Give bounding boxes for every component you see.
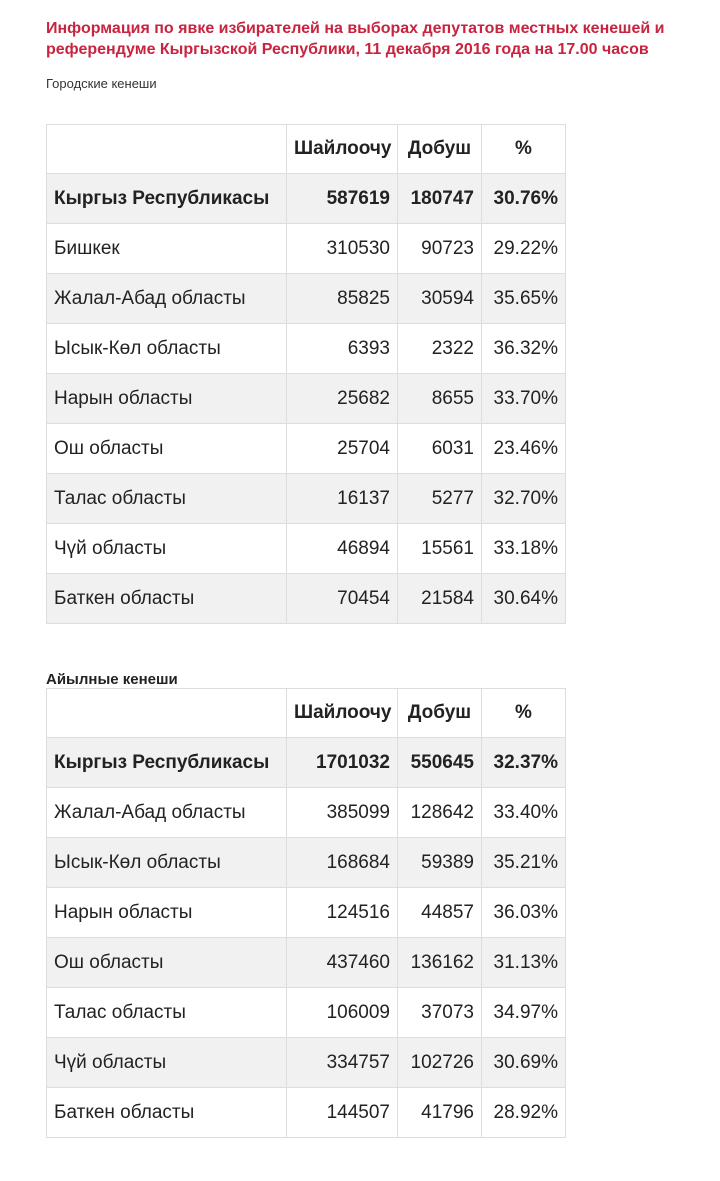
region-cell: Жалал-Абад областы — [47, 788, 287, 838]
table-row — [47, 374, 566, 424]
percent-cell: 28.92% — [482, 1088, 566, 1138]
voters-cell: 587619 — [287, 174, 398, 224]
table-row — [47, 938, 566, 988]
city-turnout-table — [46, 124, 566, 624]
column-header: % — [482, 125, 566, 174]
percent-cell: 30.76% — [482, 174, 566, 224]
voters-cell: 385099 — [287, 788, 398, 838]
voters-cell: 25682 — [287, 374, 398, 424]
region-cell: Баткен областы — [47, 574, 287, 624]
votes-cell: 37073 — [398, 988, 482, 1038]
voters-cell: 1701032 — [287, 738, 398, 788]
percent-cell: 29.22% — [482, 224, 566, 274]
city-section-label: Городские кенеши — [46, 76, 157, 91]
region-cell: Чүй областы — [47, 524, 287, 574]
region-cell: Талас областы — [47, 988, 287, 1038]
voters-cell: 16137 — [287, 474, 398, 524]
total-row — [47, 738, 566, 788]
region-cell: Ысык-Көл областы — [47, 324, 287, 374]
voters-cell: 46894 — [287, 524, 398, 574]
votes-cell: 2322 — [398, 324, 482, 374]
votes-cell: 128642 — [398, 788, 482, 838]
region-cell: Нарын областы — [47, 888, 287, 938]
votes-cell: 550645 — [398, 738, 482, 788]
percent-cell: 23.46% — [482, 424, 566, 474]
voters-cell: 310530 — [287, 224, 398, 274]
table-row — [47, 224, 566, 274]
votes-cell: 102726 — [398, 1038, 482, 1088]
votes-cell: 44857 — [398, 888, 482, 938]
region-cell: Ысык-Көл областы — [47, 838, 287, 888]
votes-cell: 59389 — [398, 838, 482, 888]
table-row — [47, 838, 566, 888]
voters-cell: 144507 — [287, 1088, 398, 1138]
percent-cell: 36.32% — [482, 324, 566, 374]
table-row — [47, 1038, 566, 1088]
percent-cell: 33.18% — [482, 524, 566, 574]
region-cell: Чүй областы — [47, 1038, 287, 1088]
votes-cell: 8655 — [398, 374, 482, 424]
header-row — [47, 689, 566, 738]
column-header: Шайлоочу — [287, 689, 398, 738]
column-header: Шайлоочу — [287, 125, 398, 174]
votes-cell: 136162 — [398, 938, 482, 988]
voters-cell: 334757 — [287, 1038, 398, 1088]
column-header: Добуш — [398, 689, 482, 738]
header-row — [47, 125, 566, 174]
percent-cell: 36.03% — [482, 888, 566, 938]
votes-cell: 5277 — [398, 474, 482, 524]
region-cell: Талас областы — [47, 474, 287, 524]
voters-cell: 85825 — [287, 274, 398, 324]
votes-cell: 41796 — [398, 1088, 482, 1138]
region-cell: Кыргыз Республикасы — [47, 738, 287, 788]
table-row — [47, 1088, 566, 1138]
voters-cell: 70454 — [287, 574, 398, 624]
total-row — [47, 174, 566, 224]
column-header — [47, 125, 287, 174]
percent-cell: 31.13% — [482, 938, 566, 988]
table-row — [47, 424, 566, 474]
table-row — [47, 274, 566, 324]
percent-cell: 35.21% — [482, 838, 566, 888]
region-cell: Жалал-Абад областы — [47, 274, 287, 324]
percent-cell: 32.70% — [482, 474, 566, 524]
percent-cell: 34.97% — [482, 988, 566, 1038]
table-row — [47, 888, 566, 938]
table-row — [47, 324, 566, 374]
region-cell: Ош областы — [47, 424, 287, 474]
percent-cell: 33.70% — [482, 374, 566, 424]
table-row — [47, 574, 566, 624]
percent-cell: 33.40% — [482, 788, 566, 838]
table-row — [47, 524, 566, 574]
votes-cell: 90723 — [398, 224, 482, 274]
votes-cell: 21584 — [398, 574, 482, 624]
page-title: Информация по явке избирателей на выборах депутатов местных кенешей и референдуме Кыргызской Республики, 11 декабря 2016 года на 17.00 часов — [46, 20, 665, 58]
column-header: % — [482, 689, 566, 738]
rural-turnout-table — [46, 688, 566, 1138]
voters-cell: 124516 — [287, 888, 398, 938]
column-header: Добуш — [398, 125, 482, 174]
table-row — [47, 788, 566, 838]
rural-section-label: Айылные кенеши — [46, 671, 178, 688]
region-cell: Баткен областы — [47, 1088, 287, 1138]
percent-cell: 30.69% — [482, 1038, 566, 1088]
table-row — [47, 988, 566, 1038]
percent-cell: 30.64% — [482, 574, 566, 624]
percent-cell: 35.65% — [482, 274, 566, 324]
voters-cell: 437460 — [287, 938, 398, 988]
region-cell: Ош областы — [47, 938, 287, 988]
table-row — [47, 474, 566, 524]
percent-cell: 32.37% — [482, 738, 566, 788]
column-header — [47, 689, 287, 738]
voters-cell: 106009 — [287, 988, 398, 1038]
voters-cell: 168684 — [287, 838, 398, 888]
votes-cell: 15561 — [398, 524, 482, 574]
region-cell: Нарын областы — [47, 374, 287, 424]
region-cell: Кыргыз Республикасы — [47, 174, 287, 224]
voters-cell: 6393 — [287, 324, 398, 374]
votes-cell: 30594 — [398, 274, 482, 324]
votes-cell: 6031 — [398, 424, 482, 474]
voters-cell: 25704 — [287, 424, 398, 474]
region-cell: Бишкек — [47, 224, 287, 274]
votes-cell: 180747 — [398, 174, 482, 224]
